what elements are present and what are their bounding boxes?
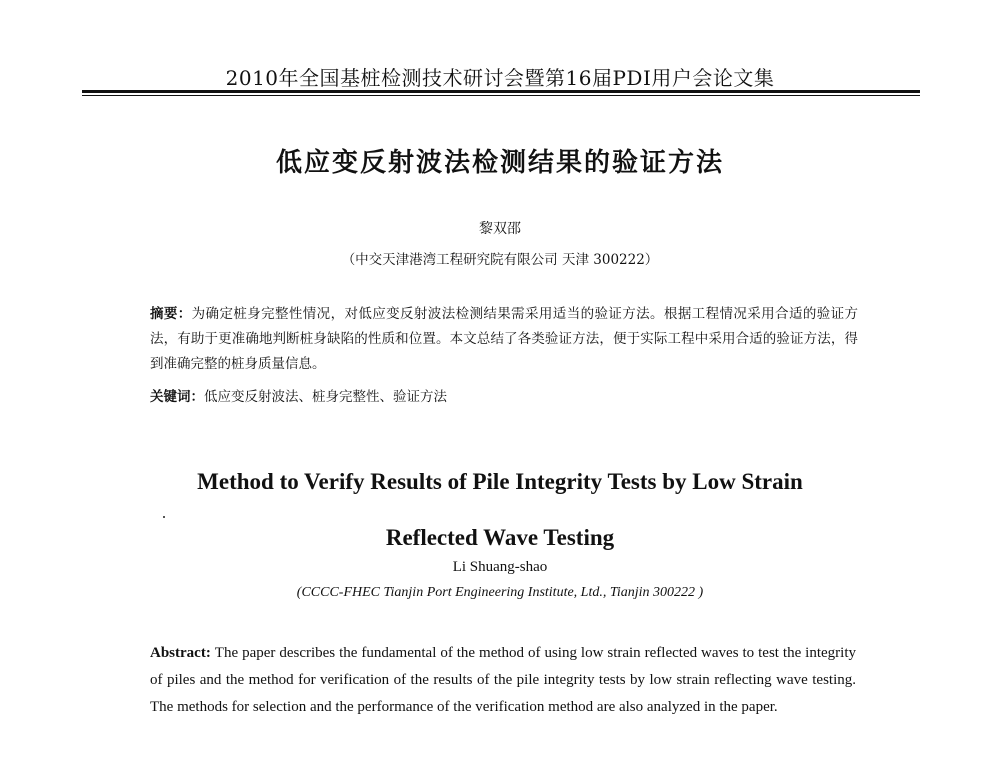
english-affiliation: (CCCC-FHEC Tianjin Port Engineering Institute, Ltd., Tianjin 300222 ) [296,585,704,600]
header-rule-thin [82,95,920,96]
english-abstract-label: Abstract: [150,645,211,661]
chinese-keywords-label: 关键词： [150,389,204,405]
chinese-abstract [150,302,858,377]
chinese-title: 低应变反射波法检测结果的验证方法 [275,148,724,178]
english-abstract [150,640,856,721]
chinese-keywords [150,387,858,407]
running-head: 2010年全国基桩检测技术研讨会暨第16届PDI用户会论文集 [225,66,775,90]
chinese-abstract-text: 为确定桩身完整性情况，对低应变反射波法检测结果需采用适当的验证方法。根据工程情况采用合适的验证方法，有助于更准确地判断桩身缺陷的性质和位置。本文总结了各类验证方法，便于实际工程中采用合适的验证方法，得到准确完整的桩身质量信息。 [150,306,859,372]
chinese-abstract-label: 摘要： [150,306,192,322]
header-rule-thick [82,90,920,93]
english-author: Li Shuang-shao [452,559,548,575]
chinese-author: 黎双邵 [479,221,521,237]
chinese-keywords-text: 低应变反射波法、桩身完整性、验证方法 [204,389,447,405]
english-title-line-2: Reflected Wave Testing [385,525,615,550]
english-title-line-1: Method to Verify Results of Pile Integrity Tests by Low Strain [197,469,803,494]
chinese-affiliation: （中交天津港湾工程研究院有限公司 天津 300222） [341,252,659,268]
english-title [0,454,1000,566]
english-abstract-text: The paper describes the fundamental of the method of using low strain reflected waves to test the integrity of piles and the method for verification of the results of the pile integrity tests by low strain reflecting wave testing. The methods for selection and the performance of the verification method are also analyzed in the paper. [150,645,857,715]
scan-speck [163,516,165,518]
